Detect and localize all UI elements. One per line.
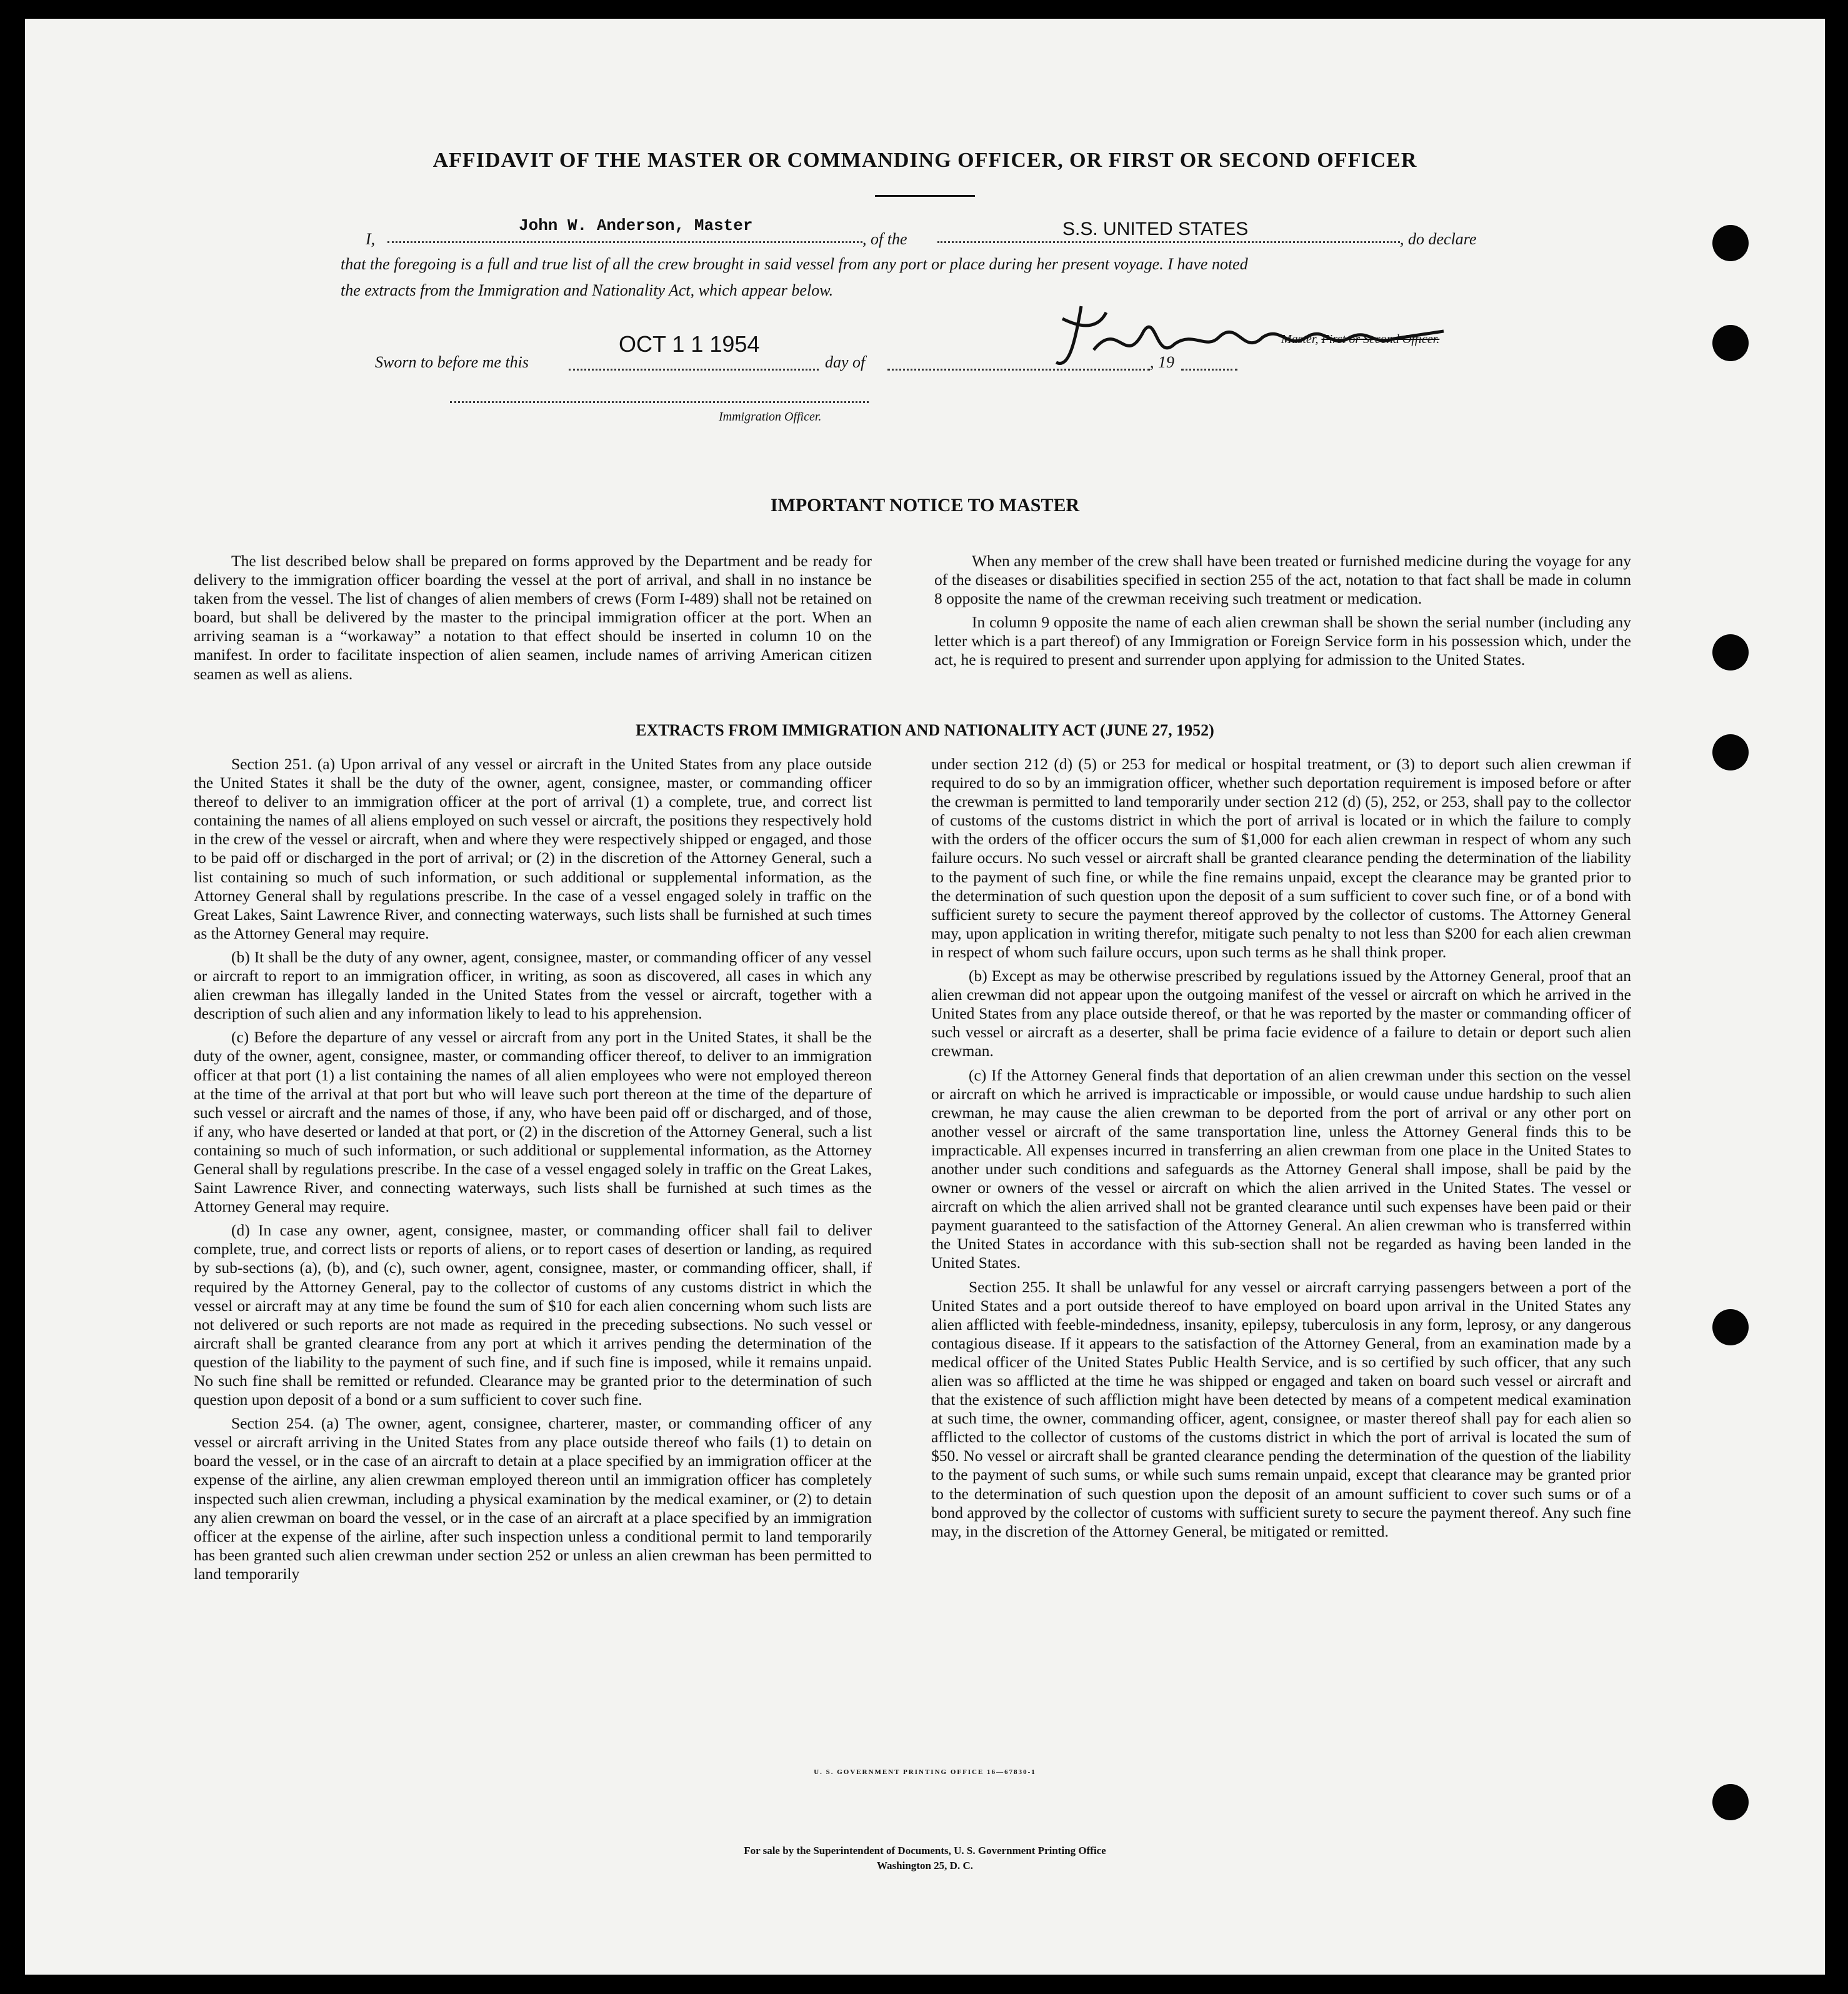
punch-hole — [1712, 1784, 1749, 1820]
notice-left-para: The list described below shall be prepared on forms approved by the Department and be ready for delivery to the immigration officer boarding the vessel at the port of arrival, and shall in no instance be taken from the vessel. The list of changes of alien members of crews (Form I-489) shall not be retained on board, but shall be delivered by the master to the principal immigration officer at the port. When an arriving seaman is a “workaway” a notation to that effect should be inserted in column 10 on the manifest. In order to facilitate inspection of alien seamen, include names of arriving American citizen seamen as well as aliens. — [194, 552, 872, 683]
sworn-day-line — [569, 369, 819, 371]
section-254-b: (b) Except as may be otherwise prescribed by regulations issued by the Attorney General, proof that an alien crewman did not appear upon the outgoing manifest of the vessel or aircraft on which he arrived in the United States from any place outside thereof, or that he was reported by the master or commanding officer of such vessel or aircraft as a deserter, shall be prima facie evidence of a failure to detain or deport such alien crewman. — [931, 967, 1631, 1060]
notice-left — [194, 552, 872, 689]
section-251-b: (b) It shall be the duty of any owner, agent, consignee, master, or commanding officer of any vessel or aircraft to report to an immigration officer, in writing, as soon as discovered, all cases in which any alien crewman has illegally landed in the United States from the vessel or aircraft, together with a description of such alien and any information likely to lead to his apprehension. — [194, 947, 872, 1023]
i-label: I, — [366, 230, 376, 248]
extracts-title: EXTRACTS FROM IMMIGRATION AND NATIONALITY ACT (JUNE 27, 1952) — [636, 721, 1214, 739]
notice-right — [934, 552, 1631, 675]
statement-line-2: the extracts from the Immigration and Nationality Act, which appear below. — [341, 281, 834, 299]
extracts-left-column — [194, 755, 872, 1588]
of-the-label: , of the — [862, 230, 907, 248]
punch-hole — [1712, 225, 1749, 261]
title-rule — [875, 195, 975, 197]
notice-right-para-1: When any member of the crew shall have been treated or furnished medicine during the voyage for any of the diseases or disabilities specified in section 255 of the act, notation to that fact shall be made in column 8 opposite the name of the crewman receiving such treatment or medication. — [934, 552, 1631, 608]
section-254-a: Section 254. (a) The owner, agent, consignee, charterer, master, or commanding officer of any vessel or aircraft arriving in the United States from any place outside thereof who fails (1) to detain on board the vessel, or in the case of an aircraft to detain at a place specified by an immigration officer at the expense of the airline, any alien crewman employed thereon until an immigration officer has completely inspected such alien crewman, including a physical examination by the medical examiner, or (2) to detain any alien crewman on board the vessel, or in the case of an aircraft at a place specified by an immigration officer at the expense of the airline, after such inspection unless a conditional permit to land temporarily has been granted such alien crewman under section 252 or unless an alien crewman has been permitted to land temporarily — [194, 1414, 872, 1583]
year-line — [1181, 369, 1237, 371]
day-of-label: day of — [825, 353, 866, 371]
section-254-a-cont: under section 212 (d) (5) or 253 for medical or hospital treatment, or (3) to deport such alien crewman if required to do so by an immigration officer, whether such deportation requirement is imposed before or after the crewman is permitted to land temporarily under section 212 (d) (5), 252, or 253, shall pay to the collector of customs of the customs district in which the port of arrival is located or in which the failure to comply with the orders of the officer occurs the sum of $1,000 for each alien crewman in respect of whom any such failure occurs. No such vessel or aircraft shall be granted clearance pending the determination of the liability to the payment of such fine, or while the fine remains unpaid, except the clearance may be granted prior to the determination of such question upon the deposit of a sum sufficient to cover such fine, or of a bond with sufficient surety to secure the payment thereof approved by the collector of customs. The Attorney General may, upon application in writing therefor, mitigate such penalty to not less than $200 for each alien crewman in respect of whom such failure occurs, upon such terms as he shall think proper. — [931, 755, 1631, 961]
sworn-label: Sworn to before me this — [375, 353, 529, 371]
section-251-c: (c) Before the departure of any vessel or aircraft from any port in the United States, it shall be the duty of the owner, agent, consignee, master, or commanding officer thereof, to deliver to an immigration officer at that port (1) a list containing the names of all alien employees who were not employed thereon at the time of the arrival at that port but who will leave such port thereon at the time of the departure of such vessel or aircraft and the names of those, if any, who have been paid off or discharged, and of those, if any, who have deserted or landed at that port, or (2) in the discretion of the Attorney General, such a list containing so much of such information, or such additional or supplemental information, as the Attorney General shall by regulations prescribe. In the case of a vessel engaged solely in traffic on the Great Lakes, Saint Lawrence River, and connecting waterways, such lists shall be furnished at such times as the Attorney General may require. — [194, 1028, 872, 1216]
immigration-officer-line — [450, 401, 869, 403]
officer-name: John W. Anderson, Master — [519, 216, 753, 235]
sale-line-1: For sale by the Superintendent of Documents, U. S. Government Printing Office — [744, 1845, 1106, 1857]
punch-hole — [1712, 1309, 1749, 1345]
section-251-a: Section 251. (a) Upon arrival of any vessel or aircraft in the United States from any place outside the United States it shall be the duty of the owner, agent, consignee, master, or commanding officer thereof to deliver to an immigration officer at the port of arrival (1) a complete, true, and correct list containing the names of all aliens employed on such vessel or aircraft, the positions they respectively hold in the crew of the vessel or aircraft, when and where they were respectively shipped or engaged, and those to be paid off or discharged in the port of arrival; or (2) in the discretion of the Attorney General, such a list containing so much of such information, or such additional or supplemental information, as the Attorney General shall by regulations prescribe. In the case of a vessel engaged solely in traffic on the Great Lakes, Saint Lawrence River, and connecting waterways, such lists shall be furnished at such times as the Attorney General may require. — [194, 755, 872, 942]
officer-name-line — [387, 241, 862, 243]
master-label: Master, — [1281, 332, 1319, 346]
immigration-officer-label: Immigration Officer. — [719, 410, 822, 424]
section-254-c: (c) If the Attorney General finds that deportation of an alien crewman under this section on the vessel or aircraft on which he arrived is impracticable or impossible, or would cause undue hardship to such alien crewman, he may cause the alien crewman to be deported from the port of arrival or any other port on another vessel or aircraft of the same transportation line, unless the Attorney General finds this to be impracticable. All expenses incurred in transferring an alien crewman from one place in the United States to another under such conditions and safeguards as the Attorney General shall impose, shall be paid by the owner or owners of the vessel or aircraft on which the alien arrived in the United States. The vessel or aircraft on which the alien arrived shall not be granted clearance until such expenses have been paid or their payment guaranteed to the satisfaction of the Attorney General. An alien crewman who is transferred within the United States in accordance with this sub-section shall not be regarded as having been landed in the United States. — [931, 1065, 1631, 1272]
punch-hole — [1712, 634, 1749, 670]
vessel-name-line — [937, 241, 1400, 243]
document-page — [25, 19, 1825, 1975]
notice-right-para-2: In column 9 opposite the name of each alien crewman shall be shown the serial number (including any letter which is a part thereof) of any Immigration or Foreign Service form in his possession which, under the act, he is required to present and surrender upon applying for admission to the United States. — [934, 613, 1631, 669]
punch-hole — [1712, 325, 1749, 361]
struck-officer-label: First or Second Officer. — [1321, 332, 1440, 346]
sale-line-2: Washington 25, D. C. — [877, 1860, 973, 1872]
section-255: Section 255. It shall be unlawful for any vessel or aircraft carrying passengers between a port of the United States and a port outside thereof to have employed on board upon arrival in the United States any alien afflicted with feeble-mindedness, insanity, epilepsy, tuberculosis in any form, leprosy, or any dangerous contagious disease. If it appears to the satisfaction of the Attorney General, from an examination made by a medical officer of the United States Public Health Service, and is so certified by such officer, that any such alien was so afflicted at the time he was shipped or engaged and taken on board such vessel or aircraft and that the existence of such affliction might have been detected by means of a competent medical examination at such time, the owner, commanding officer, agent, consignee, or master thereof shall pay for each alien so afflicted to the collector of customs of the customs district in which the port of arrival is located the sum of $50. No vessel or aircraft shall be granted clearance pending the determination of the question of the liability to the payment of such sums, or while such sums remain unpaid, except that clearance may be granted prior to the determination of such question upon the deposit of an amount sufficient to cover such sums or of a bond approved by the collector of customs with sufficient surety to secure the payment thereof. Any such fine may, in the discretion of the Attorney General, be mitigated or remitted. — [931, 1277, 1631, 1540]
do-declare-label: , do declare — [1400, 230, 1477, 248]
gpo-line: U. S. GOVERNMENT PRINTING OFFICE 16—67830-1 — [814, 1768, 1036, 1776]
statement-line-1: that the foregoing is a full and true list of all the crew brought in said vessel from any port or place during her present voyage. I have noted — [341, 255, 1248, 273]
vessel-name: S.S. UNITED STATES — [1062, 219, 1249, 239]
month-line — [887, 369, 1150, 371]
section-251-d: (d) In case any owner, agent, consignee, master, or commanding officer shall fail to deliver complete, true, and correct lists or reports of aliens, or to report cases of desertion or landing, as required by sub-sections (a), (b), and (c), such owner, agent, consignee, master, or commanding officer, shall, if required by the Attorney General, pay to the collector of customs of any customs district in which the vessel or aircraft may at any time be found the sum of $10 for each alien concerning whom such lists are not delivered or such reports are not made as required in the preceding subsections. No such vessel or aircraft shall be granted clearance from any port at which it arrives pending the determination of the question of the liability to the payment of such fine, and if such fine is imposed, while it remains unpaid. No such fine shall be remitted or refunded. Clearance may be granted prior to the determination of such question upon deposit of a bond or a sum sufficient to cover such fine. — [194, 1221, 872, 1409]
affidavit-title: AFFIDAVIT OF THE MASTER OR COMMANDING OFFICER, OR FIRST OR SECOND OFFICER — [432, 149, 1417, 172]
year-label: , 19 — [1150, 353, 1174, 371]
sworn-date-stamp: OCT 1 1 1954 — [619, 331, 760, 357]
extracts-right-column — [931, 755, 1631, 1546]
notice-title: IMPORTANT NOTICE TO MASTER — [770, 495, 1080, 516]
